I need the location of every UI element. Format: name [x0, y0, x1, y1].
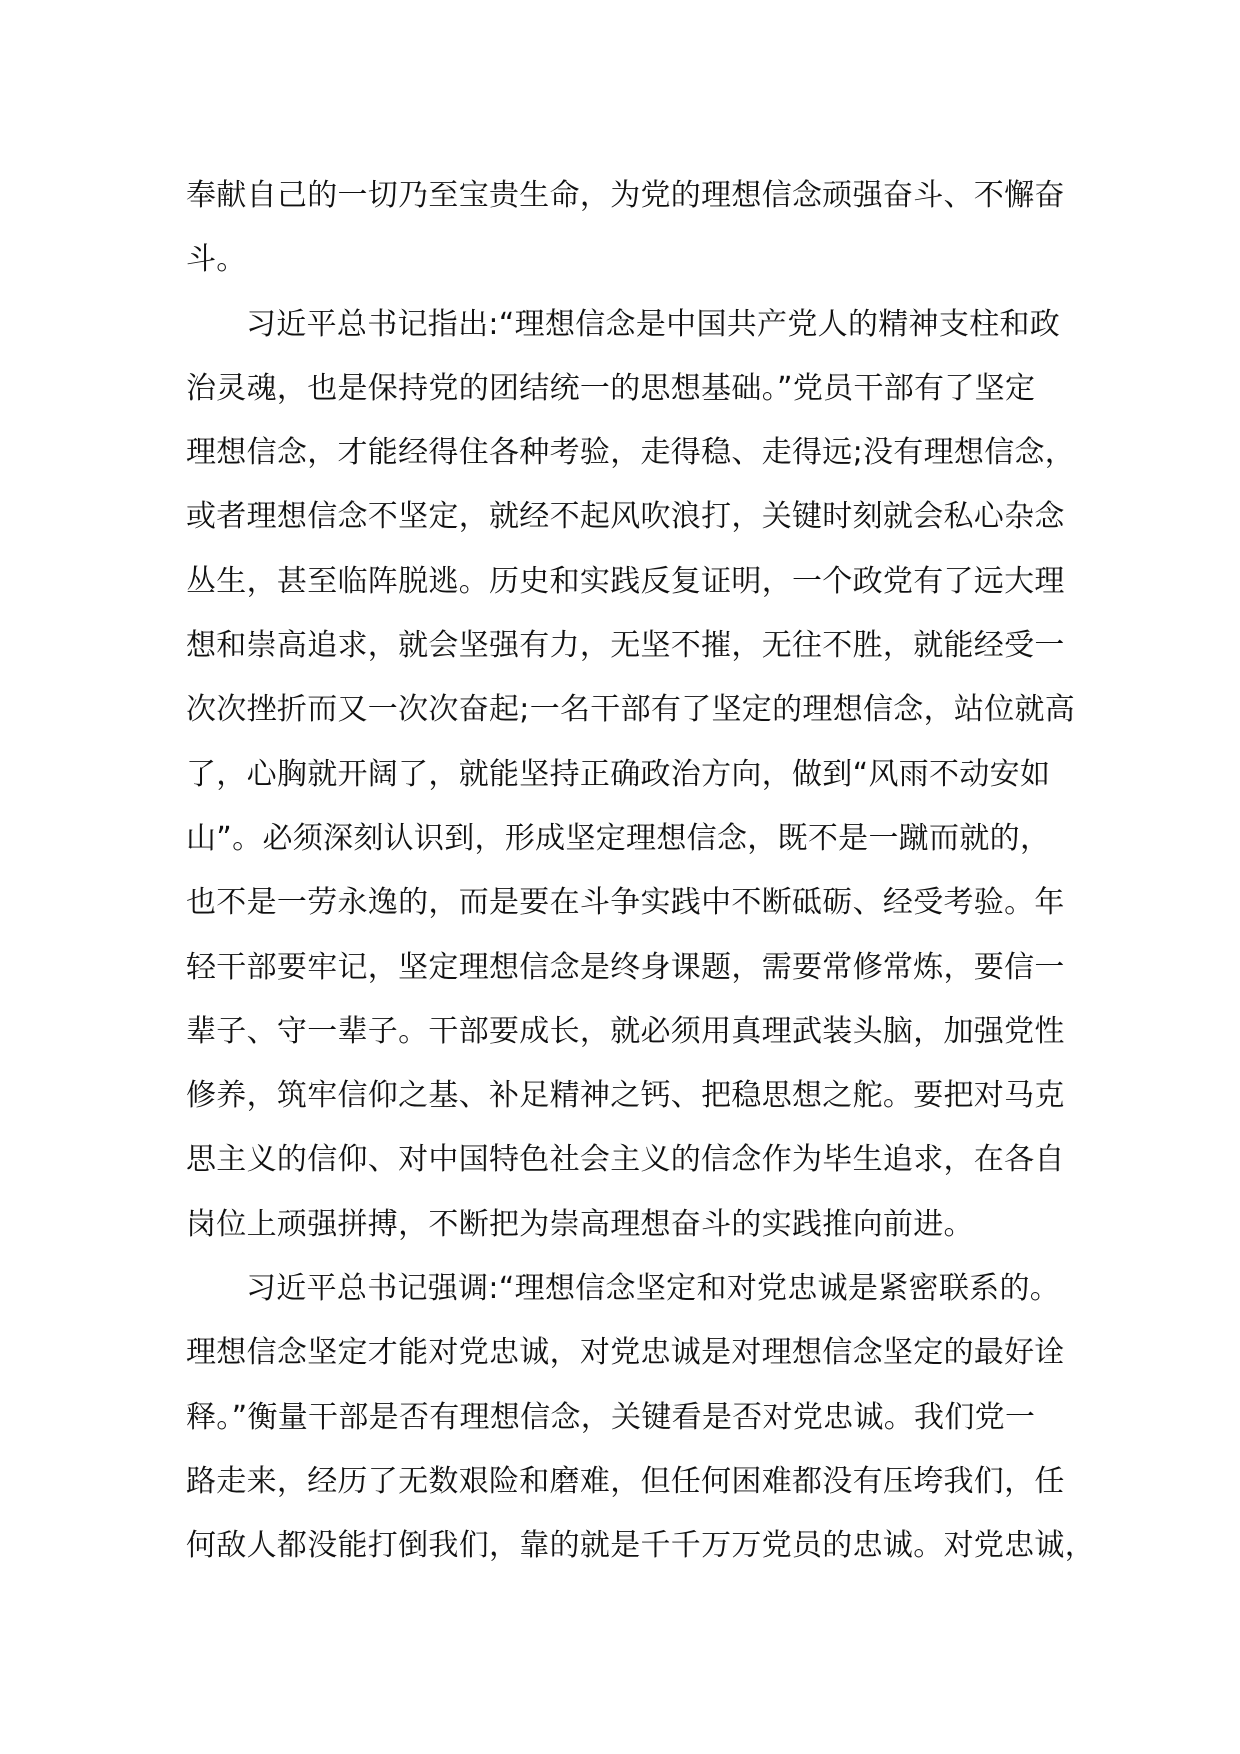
paragraph-first-line: 习近平总书记指出:“理想信念是中国共产党人的精神支柱和政	[246, 306, 1061, 342]
document-body	[186, 164, 1095, 1579]
text-line: 岗位上顽强拼搏，不断把为崇高理想奋斗的实践推向前进。	[186, 1206, 974, 1242]
text-line: 轻干部要牢记，坚定理想信念是终身课题，需要常修常炼，要信一	[186, 949, 1065, 985]
text-line: 辈子、守一辈子。干部要成长，就必须用真理武装头脑，加强党性	[186, 1013, 1065, 1049]
text-line: 理想信念，才能经得住各种考验，走得稳、走得远;没有理想信念，	[186, 435, 1076, 471]
text-line: 丛生，甚至临阵脱逃。历史和实践反复证明，一个政党有了远大理	[186, 563, 1065, 599]
text-line: 山”。必须深刻认识到，形成坚定理想信念，既不是一蹴而就的，	[186, 820, 1051, 856]
text-line: 也不是一劳永逸的，而是要在斗争实践中不断砥砺、经受考验。年	[186, 885, 1065, 921]
text-line: 治灵魂，也是保持党的团结统一的思想基础。”党员干部有了坚定	[186, 370, 1036, 406]
text-line: 路走来，经历了无数艰险和磨难，但任何困难都没有压垮我们，任	[186, 1463, 1065, 1499]
text-line: 释。”衡量干部是否有理想信念，关键看是否对党忠诚。我们党一	[186, 1399, 1036, 1435]
text-line: 想和崇高追求，就会坚强有力，无坚不摧，无往不胜，就能经受一	[186, 628, 1065, 664]
text-line: 何敌人都没能打倒我们，靠的就是千千万万党员的忠诚。对党忠诚，	[186, 1528, 1095, 1564]
text-line: 斗。	[186, 242, 247, 278]
text-line: 理想信念坚定才能对党忠诚，对党忠诚是对理想信念坚定的最好诠	[186, 1335, 1065, 1371]
text-line: 次次挫折而又一次次奋起;一名干部有了坚定的理想信念，站位就高	[186, 692, 1076, 728]
text-line: 奉献自己的一切乃至宝贵生命，为党的理想信念顽强奋斗、不懈奋	[186, 178, 1065, 213]
paragraph-first-line: 习近平总书记强调:“理想信念坚定和对党忠诚是紧密联系的。	[246, 1271, 1061, 1307]
text-line: 修养，筑牢信仰之基、补足精神之钙、把稳思想之舵。要把对马克	[186, 1078, 1065, 1114]
text-line: 了，心胸就开阔了，就能坚持正确政治方向，做到“风雨不动安如	[186, 756, 1051, 792]
text-line: 或者理想信念不坚定，就经不起风吹浪打，关键时刻就会私心杂念	[186, 499, 1065, 535]
text-line: 思主义的信仰、对中国特色社会主义的信念作为毕生追求，在各自	[186, 1142, 1065, 1178]
